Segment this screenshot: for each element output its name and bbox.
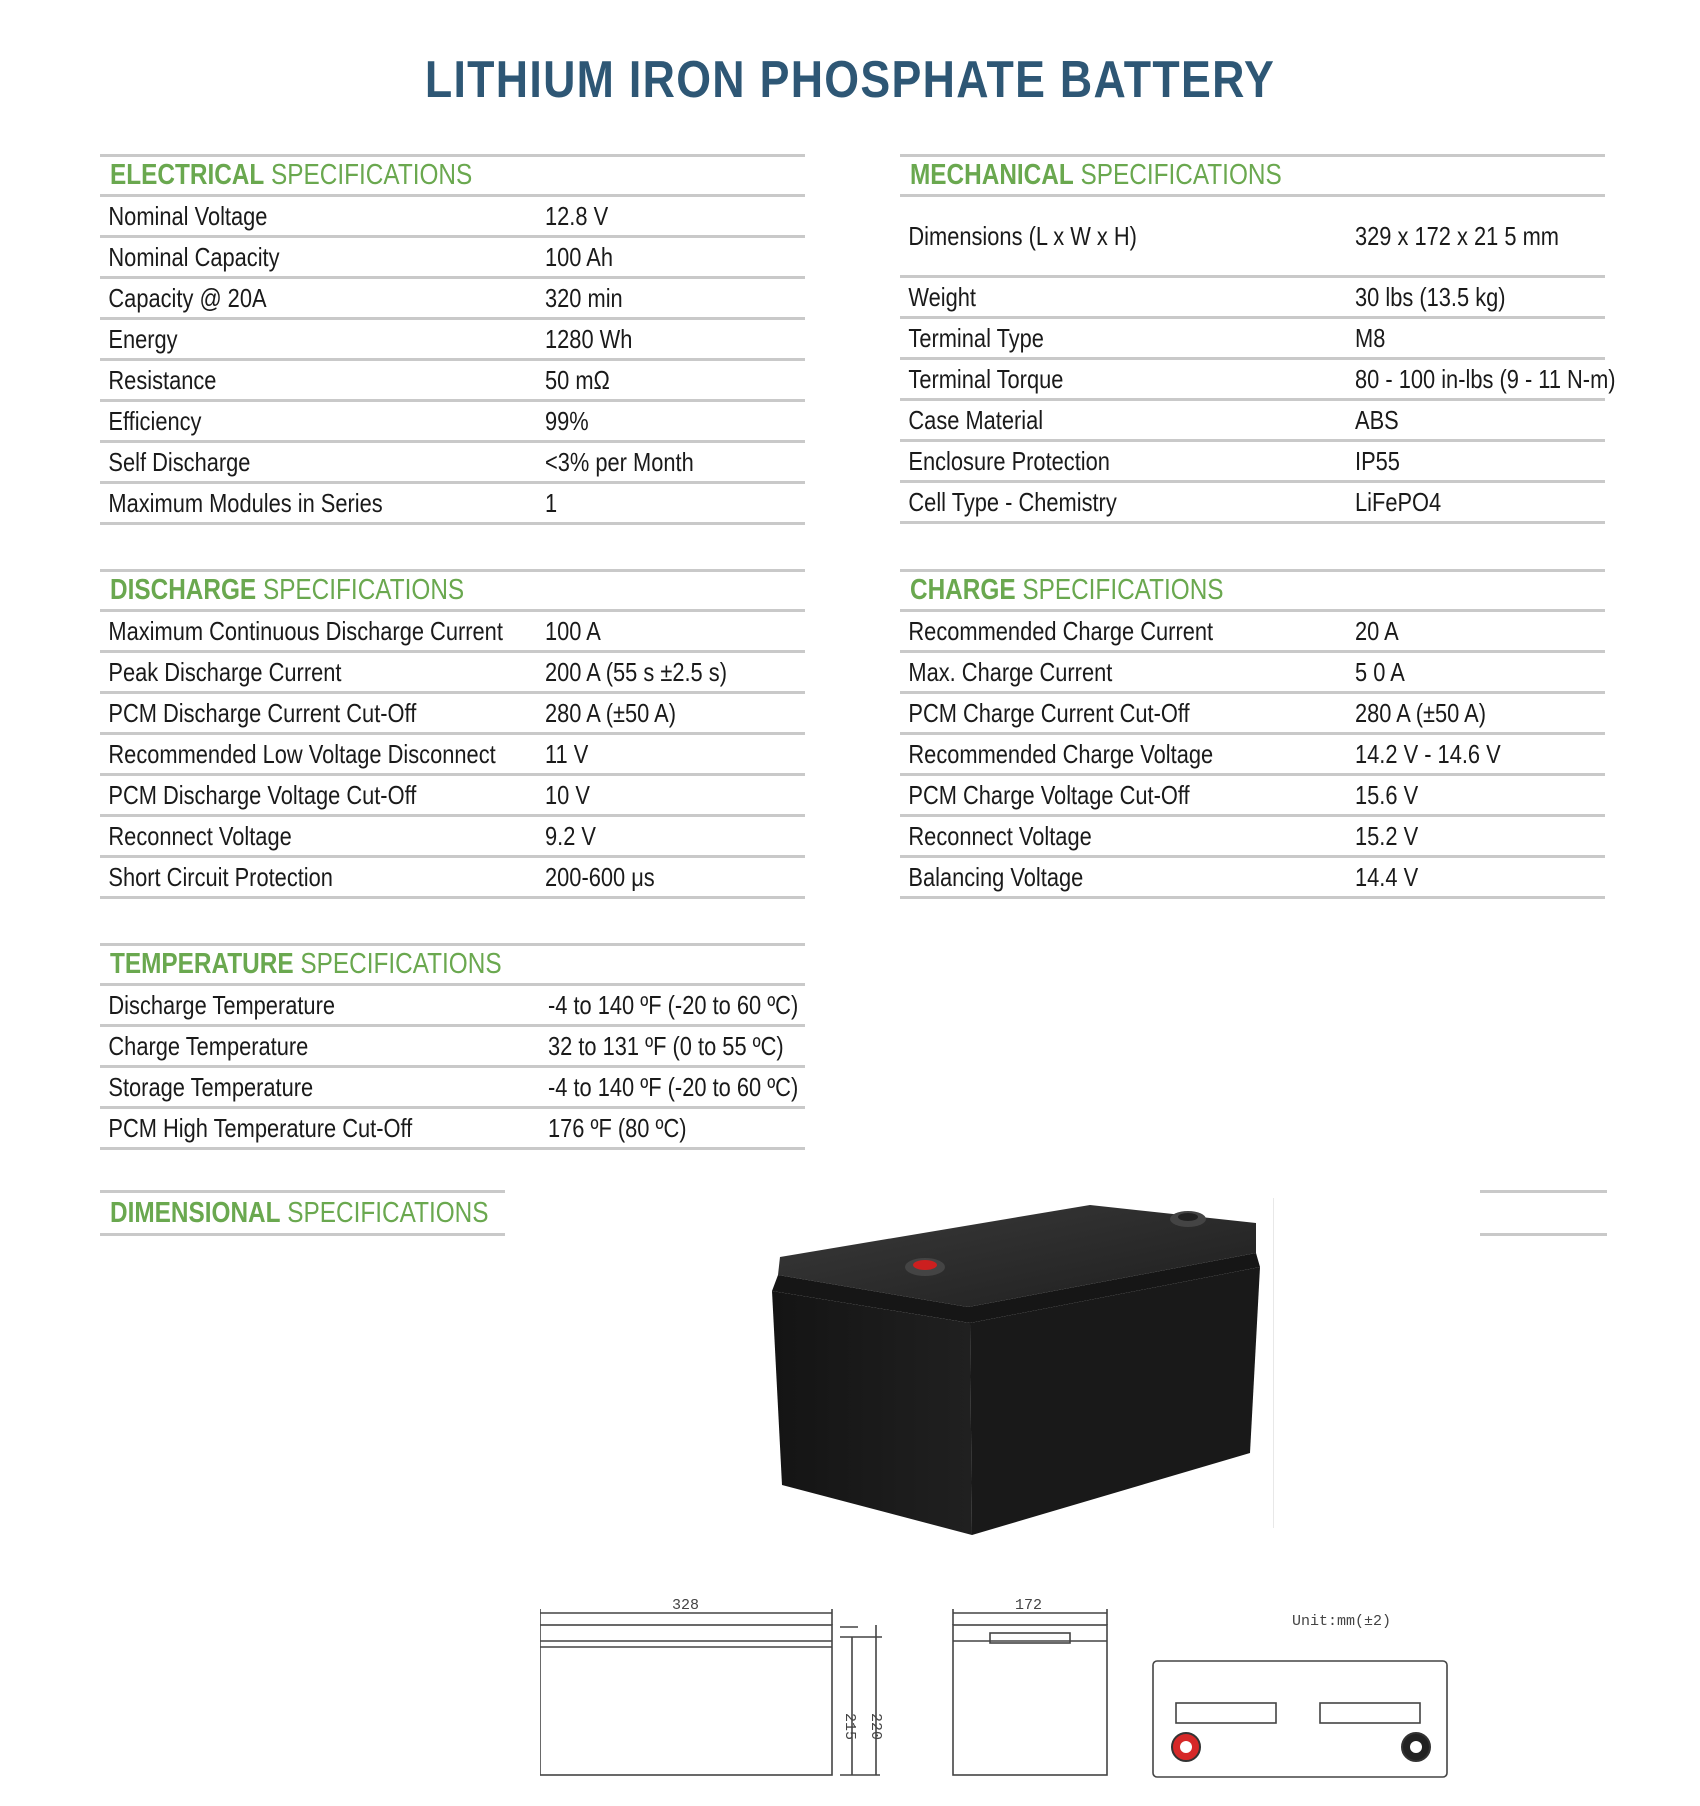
spec-value: 10 V bbox=[545, 779, 590, 810]
spec-row bbox=[900, 319, 1605, 360]
spec-row bbox=[100, 1027, 805, 1068]
spec-row bbox=[900, 612, 1605, 653]
spec-label: Terminal Torque bbox=[908, 363, 1064, 394]
spec-value: 11 V bbox=[545, 738, 589, 769]
spec-row bbox=[100, 735, 805, 776]
spec-table bbox=[100, 986, 805, 1150]
spec-value: 32 to 131 ºF (0 to 55 ºC) bbox=[548, 1030, 784, 1061]
spec-value: 100 A bbox=[545, 615, 601, 646]
spec-label: Storage Temperature bbox=[108, 1071, 314, 1102]
section-title: DIMENSIONAL SPECIFICATIONS bbox=[110, 1196, 489, 1229]
spec-row bbox=[900, 197, 1605, 278]
spec-value: -4 to 140 ºF (-20 to 60 ºC) bbox=[548, 989, 799, 1020]
spec-row bbox=[900, 735, 1605, 776]
mechanical-specifications bbox=[900, 154, 1616, 524]
divider bbox=[1480, 1190, 1607, 1193]
spec-value: 320 min bbox=[545, 282, 623, 313]
section-header bbox=[100, 154, 805, 197]
spec-value: 1 bbox=[545, 487, 558, 518]
battery-photo bbox=[760, 1195, 1290, 1535]
spec-table bbox=[900, 612, 1605, 899]
spec-label: Energy bbox=[108, 323, 178, 354]
section-title: TEMPERATURE SPECIFICATIONS bbox=[110, 948, 502, 980]
spec-label: Efficiency bbox=[108, 405, 202, 436]
spec-row bbox=[100, 817, 805, 858]
spec-label: Reconnect Voltage bbox=[108, 820, 292, 851]
section-header bbox=[100, 1190, 505, 1236]
spec-label: Maximum Continuous Discharge Current bbox=[108, 615, 503, 646]
section-header bbox=[100, 943, 805, 986]
spec-label: Charge Temperature bbox=[108, 1030, 309, 1061]
spec-label: Resistance bbox=[108, 364, 217, 395]
spec-row bbox=[100, 320, 805, 361]
section-title: CHARGE SPECIFICATIONS bbox=[910, 574, 1224, 606]
spec-row bbox=[900, 653, 1605, 694]
spec-value: 280 A (±50 A) bbox=[545, 697, 676, 728]
spec-row bbox=[900, 483, 1605, 524]
spec-row bbox=[900, 817, 1605, 858]
spec-label: Max. Charge Current bbox=[908, 656, 1113, 687]
spec-value: 100 Ah bbox=[545, 241, 614, 272]
spec-value: 5 0 A bbox=[1355, 656, 1405, 687]
spec-label: PCM Discharge Current Cut-Off bbox=[108, 697, 417, 728]
spec-label: PCM High Temperature Cut-Off bbox=[108, 1112, 413, 1143]
spec-label: Peak Discharge Current bbox=[108, 656, 342, 687]
page-title: LITHIUM IRON PHOSPHATE BATTERY bbox=[424, 51, 1276, 109]
electrical-specifications bbox=[100, 154, 805, 525]
spec-label: Self Discharge bbox=[108, 446, 251, 477]
spec-value: 14.4 V bbox=[1355, 861, 1419, 892]
spec-label: Nominal Capacity bbox=[108, 241, 280, 272]
spec-value: LiFePO4 bbox=[1355, 486, 1442, 517]
discharge-specifications bbox=[100, 569, 805, 899]
spec-value: 9.2 V bbox=[545, 820, 597, 851]
spec-label: Case Material bbox=[908, 404, 1044, 435]
spec-row bbox=[100, 612, 805, 653]
spec-label: Enclosure Protection bbox=[908, 445, 1110, 476]
temperature-specifications bbox=[100, 943, 805, 1150]
spec-table bbox=[900, 197, 1616, 524]
spec-label: Weight bbox=[908, 281, 976, 312]
spec-row bbox=[100, 776, 805, 817]
spec-label: Recommended Low Voltage Disconnect bbox=[108, 738, 496, 769]
spec-value: <3% per Month bbox=[545, 446, 694, 477]
spec-row bbox=[100, 443, 805, 484]
spec-row bbox=[100, 1068, 805, 1109]
spec-row bbox=[100, 858, 805, 899]
spec-value: 15.2 V bbox=[1355, 820, 1419, 851]
divider bbox=[1480, 1233, 1607, 1236]
spec-value: ABS bbox=[1355, 404, 1399, 435]
spec-label: Maximum Modules in Series bbox=[108, 487, 383, 518]
spec-row bbox=[100, 484, 805, 525]
spec-label: Cell Type - Chemistry bbox=[908, 486, 1117, 517]
spec-value: 200 A (55 s ±2.5 s) bbox=[545, 656, 727, 687]
spec-value: 1280 Wh bbox=[545, 323, 633, 354]
section-header bbox=[900, 154, 1605, 197]
spec-table bbox=[100, 197, 805, 525]
spec-value: -4 to 140 ºF (-20 to 60 ºC) bbox=[548, 1071, 799, 1102]
spec-row bbox=[100, 279, 805, 320]
spec-label: PCM Charge Voltage Cut-Off bbox=[908, 779, 1190, 810]
spec-value: 99% bbox=[545, 405, 589, 436]
section-title: ELECTRICAL SPECIFICATIONS bbox=[110, 159, 473, 191]
spec-row bbox=[100, 238, 805, 279]
spec-row bbox=[100, 653, 805, 694]
spec-label: Discharge Temperature bbox=[108, 989, 336, 1020]
spec-value: 176 ºF (80 ºC) bbox=[548, 1112, 687, 1143]
spec-label: PCM Discharge Voltage Cut-Off bbox=[108, 779, 417, 810]
spec-label: Reconnect Voltage bbox=[908, 820, 1092, 851]
spec-label: Capacity @ 20A bbox=[108, 282, 267, 313]
section-header bbox=[900, 569, 1605, 612]
spec-row bbox=[900, 776, 1605, 817]
length-label: 328 bbox=[672, 1597, 700, 1614]
spec-row bbox=[900, 694, 1605, 735]
spec-row bbox=[100, 694, 805, 735]
spec-value: 15.6 V bbox=[1355, 779, 1419, 810]
charge-specifications bbox=[900, 569, 1605, 899]
spec-row bbox=[100, 197, 805, 238]
spec-row bbox=[100, 1109, 805, 1150]
spec-value: 329 x 172 x 21 5 mm bbox=[1355, 220, 1559, 251]
spec-label: Short Circuit Protection bbox=[108, 861, 333, 892]
spec-value: 280 A (±50 A) bbox=[1355, 697, 1486, 728]
spec-value: 30 lbs (13.5 kg) bbox=[1355, 281, 1506, 312]
spec-row bbox=[100, 402, 805, 443]
section-header bbox=[100, 569, 805, 612]
spec-label: Balancing Voltage bbox=[908, 861, 1084, 892]
unit-label: Unit:mm(±2) bbox=[1292, 1613, 1392, 1630]
spec-label: Recommended Charge Voltage bbox=[908, 738, 1214, 769]
spec-value: 80 - 100 in-lbs (9 - 11 N-m) bbox=[1355, 363, 1616, 394]
height-outer-label: 220 bbox=[867, 1713, 884, 1741]
section-title: MECHANICAL SPECIFICATIONS bbox=[910, 159, 1282, 191]
spec-row bbox=[900, 360, 1616, 401]
spec-table bbox=[100, 612, 805, 899]
width-label: 172 bbox=[1015, 1597, 1043, 1614]
spec-row bbox=[900, 401, 1605, 442]
spec-label: Dimensions (L x W x H) bbox=[908, 220, 1137, 251]
spec-row bbox=[100, 986, 805, 1027]
height-inner-label: 215 bbox=[841, 1713, 858, 1741]
section-title: DISCHARGE SPECIFICATIONS bbox=[110, 574, 465, 606]
spec-value: 200-600 μs bbox=[545, 861, 655, 892]
spec-label: Recommended Charge Current bbox=[908, 615, 1214, 646]
spec-label: PCM Charge Current Cut-Off bbox=[908, 697, 1190, 728]
spec-value: 50 mΩ bbox=[545, 364, 610, 395]
spec-value: IP55 bbox=[1355, 445, 1400, 476]
spec-row bbox=[900, 278, 1605, 319]
spec-value: 20 A bbox=[1355, 615, 1399, 646]
dimension-drawings bbox=[540, 1595, 1460, 1785]
spec-label: Terminal Type bbox=[908, 322, 1044, 353]
spec-row bbox=[900, 442, 1605, 483]
spec-label: Nominal Voltage bbox=[108, 200, 268, 231]
dimensional-specifications bbox=[100, 1190, 505, 1236]
spec-row bbox=[100, 361, 805, 402]
spec-value: M8 bbox=[1355, 322, 1386, 353]
spec-value: 14.2 V - 14.6 V bbox=[1355, 738, 1501, 769]
spec-value: 12.8 V bbox=[545, 200, 609, 231]
spec-row bbox=[900, 858, 1605, 899]
